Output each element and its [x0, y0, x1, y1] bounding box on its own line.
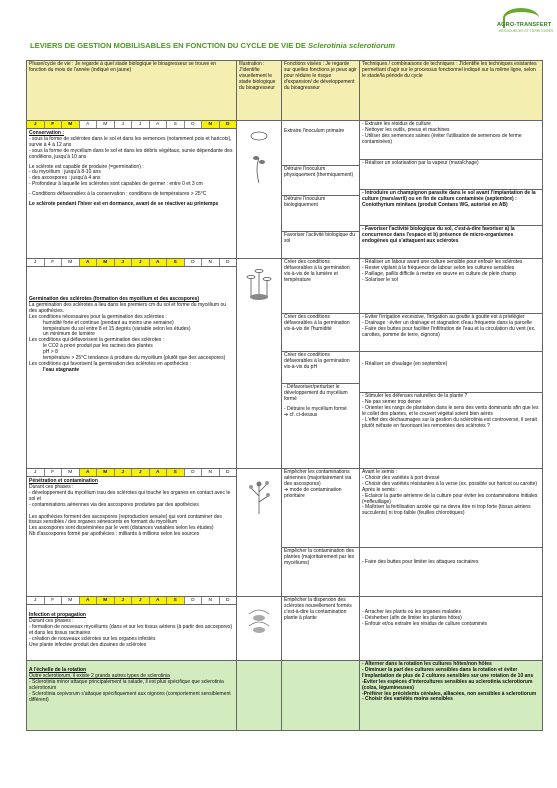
- illustration-contamination: [237, 469, 282, 597]
- illustration-infection: [237, 597, 282, 661]
- logo: [497, 8, 554, 38]
- logo-brand: AGRO-TRANSFERT: [497, 22, 552, 28]
- header-phase: Phase/cycle de vie : Je regarde à quel stade biologique le bioagresseur se trouve en fonction du mois de l'année (indiqué en jaune): [27, 61, 237, 121]
- month-cell: A: [80, 259, 98, 266]
- month-strip: [27, 469, 236, 477]
- functions-penetration: Empêcher les contaminations aériennes (majoritairement via des ascospores) ➔ mode de contamination prioritaire Empêcher la contamination des plantes (majoritairement par les mycéliums): [282, 469, 360, 597]
- month-cell: N: [202, 259, 220, 266]
- month-cell: J: [132, 121, 150, 128]
- month-cell: J: [132, 469, 150, 476]
- row-penetration: [27, 469, 543, 597]
- month-cell: J: [27, 121, 45, 128]
- infected-plant-sketch-icon: [244, 604, 274, 638]
- species-name: Sclerotinia sclerotiorum: [308, 41, 395, 50]
- illustration-rotation: [237, 661, 282, 731]
- month-cell: D: [220, 121, 237, 128]
- month-cell: M: [97, 259, 115, 266]
- month-cell: J: [27, 469, 45, 476]
- month-cell: S: [167, 597, 185, 604]
- month-cell: J: [27, 597, 45, 604]
- month-cell: S: [167, 259, 185, 266]
- month-cell: M: [97, 121, 115, 128]
- month-cell: A: [80, 121, 98, 128]
- month-cell: A: [150, 597, 168, 604]
- month-cell: J: [115, 469, 133, 476]
- month-cell: O: [185, 121, 203, 128]
- month-cell: M: [97, 597, 115, 604]
- row-infection: [27, 597, 543, 661]
- illustration-sclerotes: [237, 121, 282, 259]
- month-cell: F: [45, 259, 63, 266]
- sclerote-sketch-icon: [244, 128, 274, 188]
- row-conservation: [27, 121, 543, 259]
- page-title: LEVIERS DE GESTION MOBILISABLES EN FONCTION DU CYCLE DE VIE DE Sclerotinia sclerotiorum: [30, 41, 395, 50]
- functions-germination: Créer des conditions défavorables à la germination vis-à-vis de la lumière et température Créer des conditions défavorables à la germination vis-à-vis de l'humidité Créer des conditions défavorables à la germination vis-à-vis du pH - Défavoriser/perturber le développement du mycélium formé - Détruire le mycélium formé ➔ cf. ci-dessus: [282, 259, 360, 469]
- functions-rotation: [282, 661, 360, 731]
- techniques-germination: - Réaliser un labour avant une culture sensible pour enfouir les sclérotes - Rester vigilant à la fréquence de labour selon les cultures sensibles - Paillage, paillis difficile à mettre en œuvre en culture de plein champ - Solariser le sol - Eviter l'irrigation excessive, l'irrigation au goutte à goutte est à privilégier - Drainage : éviter un drainage et stagnation d'eau fréquente dans la parcelle - Faire des buttes pour faciliter l'infiltration de l'eau et la circulation du vent (ex. carottes, pomme de terre, oignons) - Réaliser un chaulage (en septembre) - Stimuler les défenses naturelles de la plante ? - Ne pas semer trop dense - Orienter les rangs de plantation dans le sens des vents dominants afin que les le collet des plantes, et le couvert végétal soient bien aérés - L'effet des déchaumages sur la gestion du sclérotinia est controversé, il serait plutôt néfaste en favorisant les remontées des sclérotes ?: [360, 259, 543, 469]
- phase-germination: J F M A M J J A S O N D Germination des sclérotes (formation des mycélium et des ascospores) La germination des sclérotes a lieu dans les premiers cm du sol et forme du mycélium ou des apothécies. Les conditions nécessaires pour la germination des sclérotes : humidité forte et continue (pendant au moins une semaine) température du sol entre 8 et 15 degrés (variable selon les études) un minimum de lumière Les conditions qui défavorisent la germination des sclérotes : le CO2 à priori produit par les racines des plantes pH > 8 température > 25°C tendance à produire du mycélium (plutôt que des ascospores) Les conditions qui favorisent la germination des sclérotes en apothécies : l'eau stagnante: [27, 259, 237, 469]
- month-cell: N: [202, 597, 220, 604]
- techniques-rotation: - Alterner dans la rotation les cultures hôtes/non hôtes - Diminuer la part des cultures sensibles dans la rotation et éviter l'implantation de plus de 2 cultures sensibles sur une rotation de 10 ans -Eviter les espèces d'intercultures sensibles au sclerotinia sclerotiorum (colza, légumineuses) -Préférer les précédents céréales, alliacées, non sensibles à sclerotiorum - Choisir des variétés moins sensibles: [360, 661, 543, 731]
- month-cell: D: [226, 260, 230, 265]
- techniques-infection: - Arracher les plants ou les organes malades - Désherber (afin de limiter les plantes hôtes) - Enfouir et/ou extraire les résidus de culture contaminés: [360, 597, 543, 661]
- month-cell: J: [27, 259, 45, 266]
- month-cell: J: [115, 259, 133, 266]
- month-cell: N: [202, 469, 220, 476]
- levers-table: [26, 60, 543, 731]
- month-cell: S: [167, 121, 185, 128]
- month-strip: [27, 121, 236, 129]
- month-cell: D: [226, 598, 230, 603]
- month-cell: F: [45, 121, 63, 128]
- header-illustration: Illustration : J'identifie visuellement le stade biologique du bioagresseur: [237, 61, 282, 121]
- month-strip: [27, 259, 236, 267]
- month-cell: D: [226, 470, 230, 475]
- month-cell: M: [62, 121, 80, 128]
- month-cell: A: [80, 469, 98, 476]
- month-cell: S: [167, 469, 185, 476]
- month-cell: O: [185, 469, 203, 476]
- techniques-penetration: Avant le semis : - Choisir des variétés à port dressé - Choisir des variétés résistantes à la verse (ex. possible sur haricot ou carotte) Après le semis : - Eclaircir la partie aérienne de la culture pour éviter les contaminations initiales (=effeuillage) - Maîtriser la fertilisation azotée qui ne devra être ni trop forte (tissus aériens succulents) ni trop faible (feuilles chlorotiques) - Faire des buttes pour limiter les attaques racinaires: [360, 469, 543, 597]
- month-cell: J: [132, 597, 150, 604]
- month-cell: O: [185, 259, 203, 266]
- month-cell: A: [150, 121, 168, 128]
- header-row: [27, 61, 543, 121]
- plant-contamination-sketch-icon: [244, 476, 274, 516]
- phase-rotation: A l'échelle de la rotation Outre sclerotiorum, il existe 2 grands autres types de sclerotinia - Sclerotinia minor attaque principalement la salade, il est plus spécifique que sclerotinia sclerotiorum - Sclerotinia cepivorum s'attaque spécifiquement aux oignons (comportement sensiblement différent): [27, 661, 237, 731]
- month-cell: M: [62, 597, 80, 604]
- month-cell: A: [80, 597, 98, 604]
- month-cell: N: [202, 121, 220, 128]
- phase-conservation: J F M A M J J A S O N D Conservation : - sous la forme de sclérotes dans le sol et dans les semences (notamment pois et haricots), survie à 4 à 12 ans - sous la forme de mycélium dans le sol et dans les débris végétaux, survie dépendante des conditions, jusqu'à 10 ans Le sclérote est capable de produire (=germination) : - du mycélium : jusqu'à 8-10 ans - des ascospores : jusqu'à 4 ans - Profondeur à laquelle les sclérotes sont capables de germer : entre 0 et 3 cm - Conditions défavorables à la conservation : conditions de températures > 25°C Le sclérote pendant l'hiver est en dormance, avant de se réactiver au printemps: [27, 121, 237, 259]
- month-cell: O: [185, 597, 203, 604]
- illustration-apothecies: [237, 259, 282, 469]
- month-cell: A: [150, 259, 168, 266]
- apothecia-sketch-icon: [243, 266, 275, 302]
- header-techniques: Techniques / combinaisons de techniques : J'identifie les techniques existantes permettant d'agir sur le processus fonctionnel indiqué sur la même ligne, selon le stade/la période du cycle: [360, 61, 543, 121]
- month-cell: M: [62, 259, 80, 266]
- functions-conservation: Extraire l'inoculum primaire Détruire l'inoculum physiquement (thermiquement) Détruire l'inoculum biologiquement Favoriser l'activité biologique du sol: [282, 121, 360, 259]
- month-cell: F: [45, 597, 63, 604]
- phase-infection: J F M A M J J A S O N D Infection et propagation Durant ces phases : - formation de nouveaux mycéliums (dans et sur les tissus aériens (à partir des ascospores) et dans les tissus racinaires - création de nouveaux sclérotes sur les organes infestés Une plante infectée produit des dizaines de sclérotes: [27, 597, 237, 661]
- header-functions: Fonctions visées : Je regarde sur quelles fonctions je peux agir pour réduire le risque d'expansion/ de développement du bioagresseur: [282, 61, 360, 121]
- month-cell: M: [97, 469, 115, 476]
- month-strip: [27, 597, 236, 605]
- month-cell: J: [132, 259, 150, 266]
- month-cell: A: [150, 469, 168, 476]
- month-cell: M: [62, 469, 80, 476]
- techniques-conservation: - Extraire les résidus de culture - Nettoyer les outils, pneus et machines - Utiliser des semences saines (éviter l'utilisation de semences de ferme contaminées) - Réaliser un solarisation par la vapeur (maraîchage) - Introduire un champignon parasite dans le sol avant l'implantation de la culture (mars/avril) ou en fin de culture contaminée (septembre) : Coniothyrium minitans (produit Contans WG, autorisé en AB) - Favoriser l'activité biologique du sol, c'est-à-dire favoriser a) la concurrence dans l'espace et b) présence de micro-organismes endogènes qui s'attaquent aux sclérotes: [360, 121, 543, 259]
- phase-penetration: J F M A M J J A S O N D Pénétration et contamination Durant ces phases : - développement du mycélium issu des sclérotes qui touche les organes en contact avec le sol et - contaminations aériennes via des ascospores produites par des apothécies Les apothécies forment des ascospores (reproduction sexuée) qui vont contaminer des tissus sensibles / des organes sénescents en formant du mycélium Les ascospores sont disséminées par le vent (distances variables selon les études) Nb d'ascospores formé par apothécies : milliards à millions selon les sources: [27, 469, 237, 597]
- month-cell: J: [115, 597, 133, 604]
- month-cell: J: [115, 121, 133, 128]
- month-cell: F: [45, 469, 63, 476]
- row-germination: [27, 259, 543, 469]
- logo-tagline: RESSOURCES ET TERRITOIRES: [499, 29, 554, 33]
- functions-infection: Empêcher la dispersion des sclérotes nouvellement formés c'est-à-dire la contamination plante à plante: [282, 597, 360, 661]
- row-rotation: [27, 661, 543, 731]
